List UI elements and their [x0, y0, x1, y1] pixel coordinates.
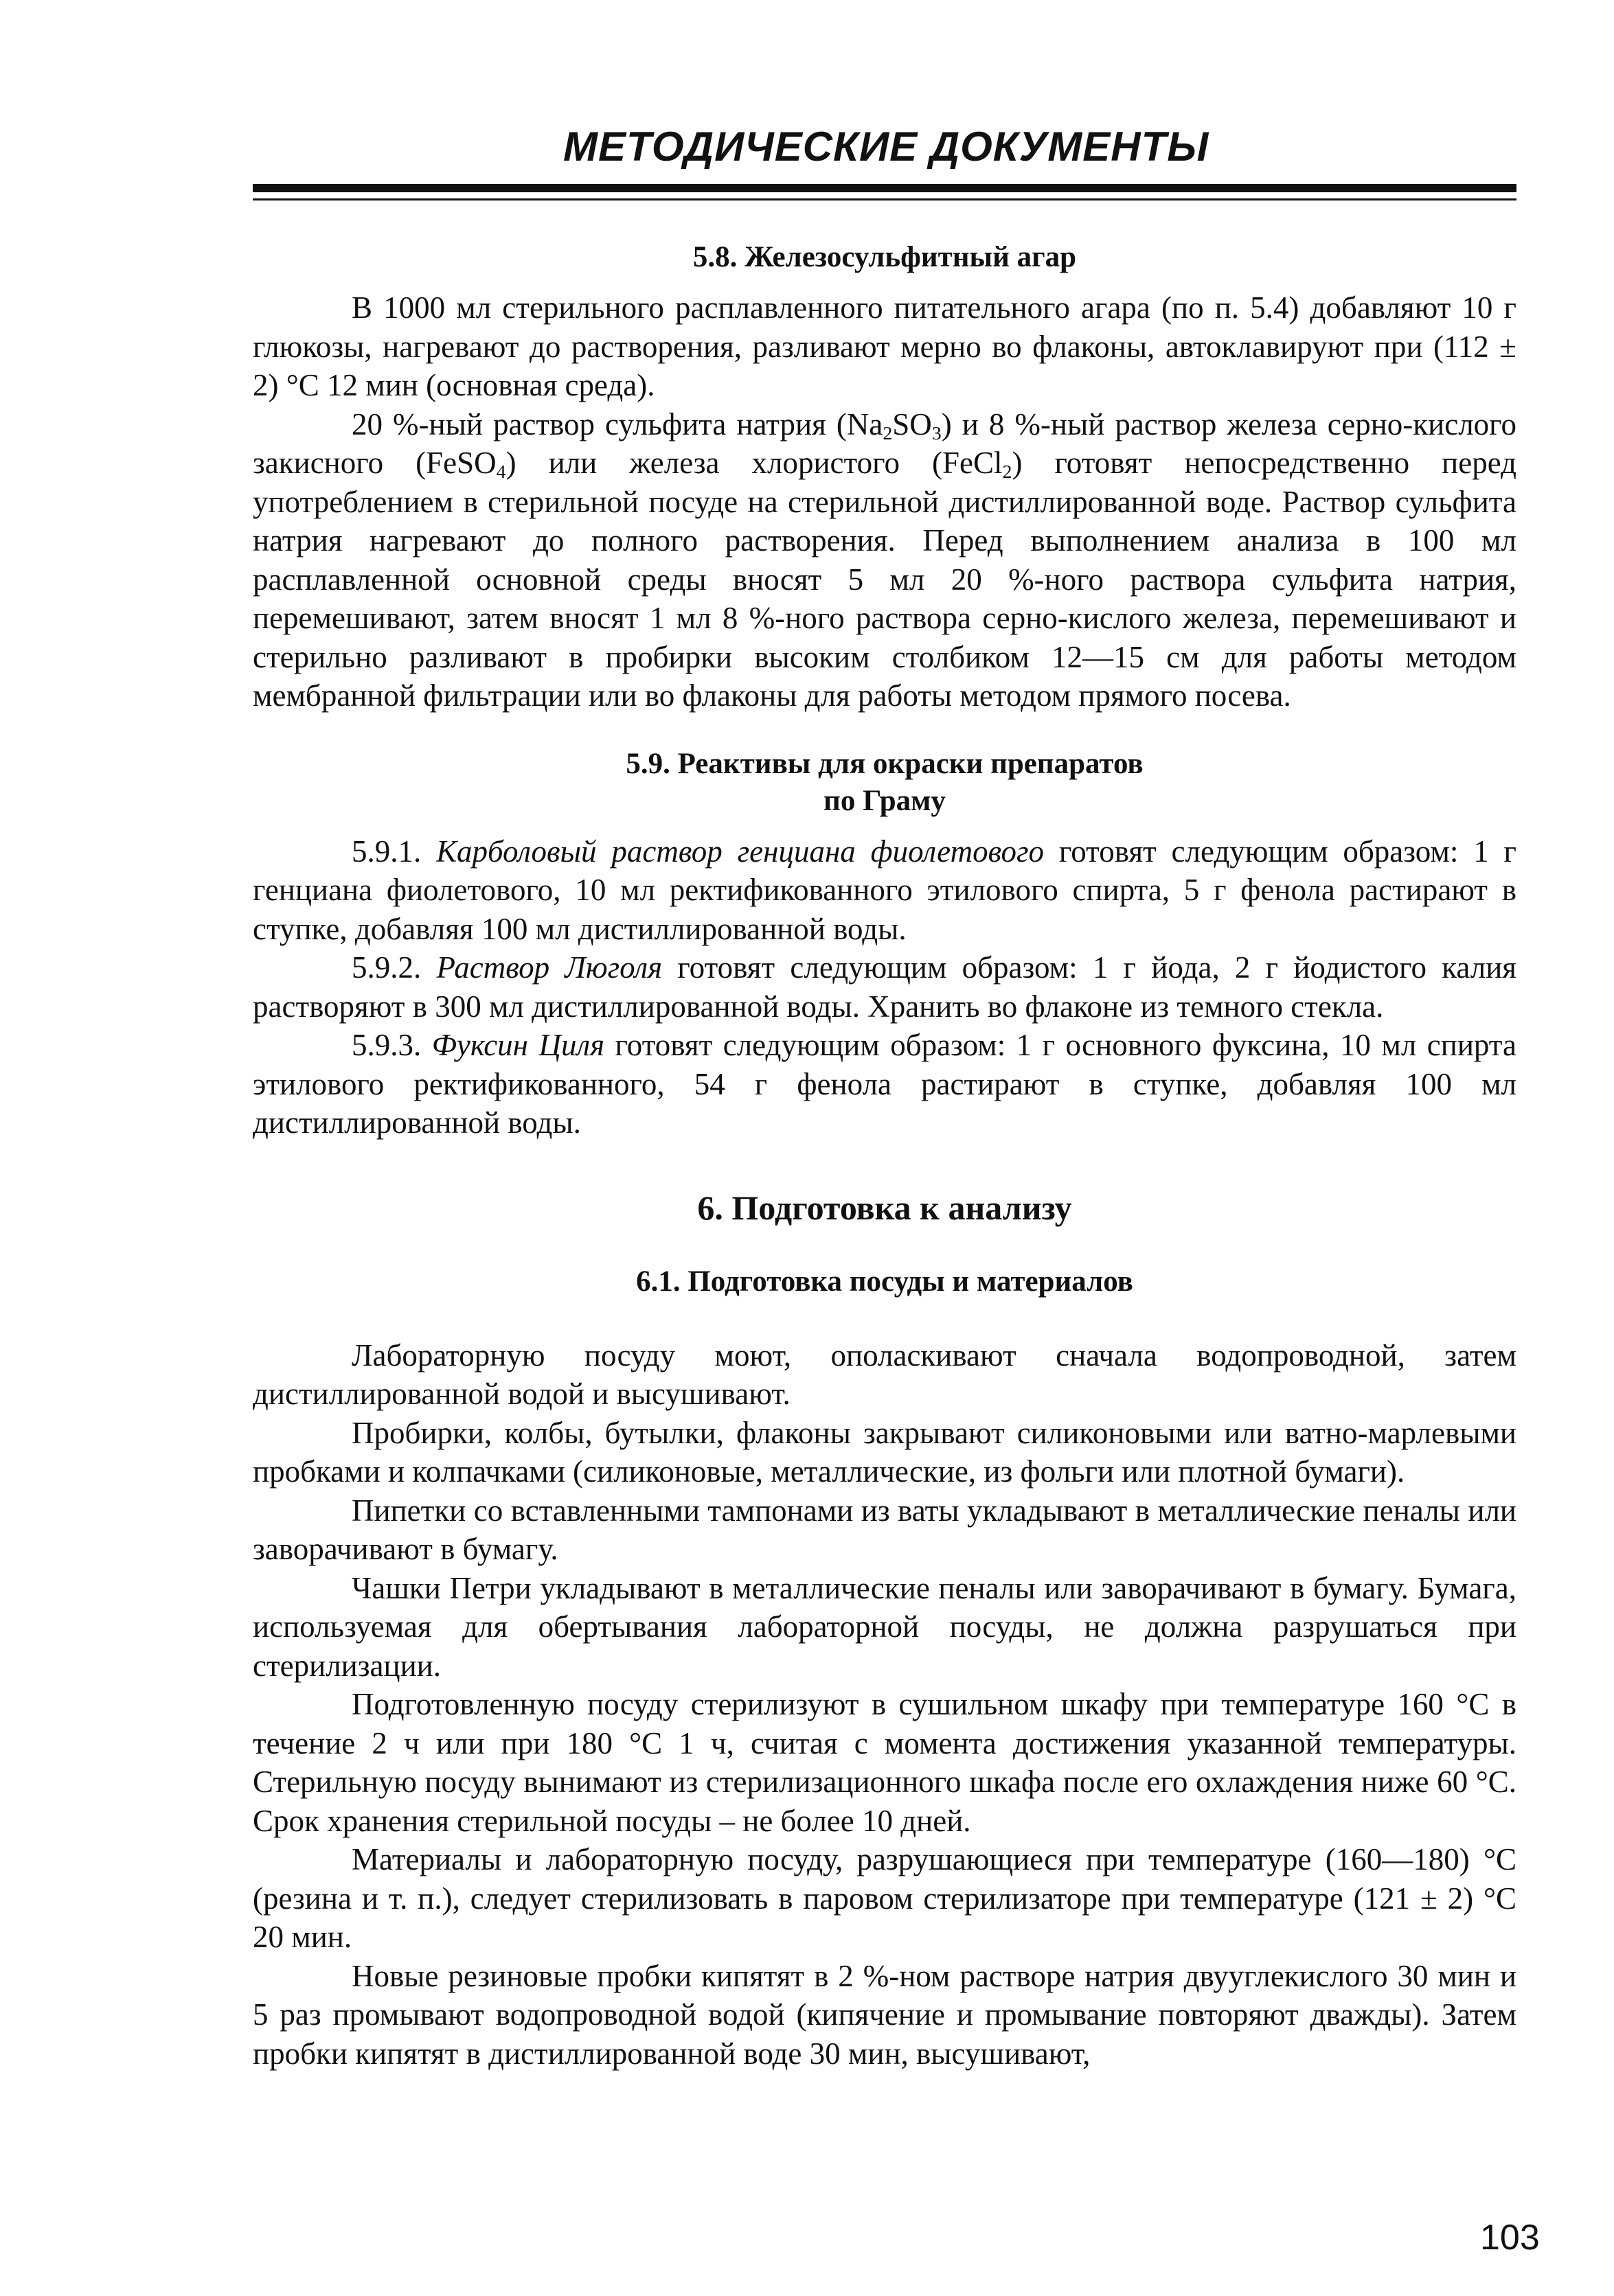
header-rule-thin: [253, 198, 1516, 200]
section-6-1-paragraph: Лабораторную посуду моют, ополаскивают сначала водопроводной, затем дистиллированной водой и высушивают.: [253, 1338, 1516, 1411]
section-6-1-paragraph: Чашки Петри укладывают в металлические пеналы или заворачивают в бумагу. Бумага, используемая для обертывания лабораторной посуды, не должна разрушаться при стерилизации.: [253, 1570, 1516, 1683]
section-6-1-body: [253, 1336, 1516, 2074]
section-5-9-heading-line-2: по Граму: [823, 784, 946, 817]
section-6-1-paragraph: Пипетки со вставленными тампонами из ваты укладывают в металлические пеналы или заворачивают в бумагу.: [253, 1493, 1516, 1566]
reagent-name-ziehl-fuchsin: Фуксин Циля: [431, 1028, 604, 1062]
section-5-9-3-paragraph: 5.9.3. Фуксин Циля готовят следующим образом: 1 г основного фуксина, 10 мл спирта этилового ректификованного, 54 г фенола растирают в ступке, добавляя 100 мл дистиллированной воды.: [253, 1028, 1516, 1140]
section-6-1-paragraph: Новые резиновые пробки кипятят в 2 %-ном растворе натрия двууглекислого 30 мин и 5 раз промывают водопроводной водой (кипячение и промывание повторяют дважды). Затем пробки кипятят в дистиллированной воде 30 мин, высушивают,: [253, 1958, 1516, 2071]
section-5-9-1-paragraph: 5.9.1. Карболовый раствор генциана фиолетового готовят следующим образом: 1 г генциана фиолетового, 10 мл ректификованного этилового спирта, 5 г фенола растирают в ступке, добавляя 100 мл дистиллированной воды.: [253, 834, 1517, 946]
section-6-heading: 6. Подготовка к анализу: [697, 1188, 1072, 1227]
section-6-1-heading: 6.1. Подготовка посуды и материалов: [636, 1265, 1133, 1298]
section-5-8-paragraph-1: В 1000 мл стерильного расплавленного питательного агара (по п. 5.4) добавляют 10 г глюкозы, нагревают до растворения, разливают мерно во флаконы, автоклавируют при (112 ± 2) °С 12 мин (основная среда).: [253, 290, 1516, 402]
section-5-9-heading: [253, 746, 1516, 820]
section-6-1-paragraph: Материалы и лабораторную посуду, разрушающиеся при температуре (160—180) °С (резина и т. п.), следует стерилизовать в паровом стерилизаторе при температуре (121 ± 2) °С 20 мин.: [253, 1842, 1516, 1954]
page-body: [253, 233, 1516, 2073]
section-5-9-2-paragraph: 5.9.2. Раствор Люголя готовят следующим образом: 1 г йода, 2 г йодистого калия растворяют в 300 мл дистиллированной воды. Хранить во флаконе из темного стекла.: [253, 950, 1517, 1024]
reagent-name-carbol-gentian: Карболовый раствор генциана фиолетового: [436, 834, 1045, 869]
section-5-8-heading: 5.8. Железосульфитный агар: [692, 241, 1077, 273]
running-header-title: МЕТОДИЧЕСКИЕ ДОКУМЕНТЫ: [563, 124, 1209, 170]
header-rule-thick: [253, 184, 1516, 192]
page-number: 103: [1480, 2218, 1540, 2258]
section-6-1-paragraph: Пробирки, колбы, бутылки, флаконы закрывают силиконовыми или ватно-марлевыми пробками и колпачками (силиконовые, металлические, из фольги или плотной бумаги).: [253, 1415, 1516, 1489]
section-5-8-paragraph-2: 20 %-ный раствор сульфита натрия $(Na_2SO_3)$ и 8 %-ный раствор железа серно-кислого закисного (FeSO$_4$) или железа хлористого (FeCl$_2$) готовят непосредственно перед употреблением в стерильной посуде на стерильной дистиллированной воде. Раствор сульфита натрия нагревают до полного растворения. Перед выполнением анализа в 100 мл расплавленной основной среды вносят 5 мл 20 %-ного раствора сульфита натрия, перемешивают, затем вносят 1 мл 8 %-ного раствора серно-кислого железа, перемешивают и стерильно разливают в пробирки высоким столбиком 12—15 см для работы методом мембранной фильтрации или во флаконы для работы методом прямого посева.: [253, 406, 1516, 713]
reagent-name-lugol: Раствор Люголя: [436, 950, 663, 985]
section-6-1-paragraph: Подготовленную посуду стерилизуют в сушильном шкафу при температуре 160 °С в течение 2 ч или при 180 °С 1 ч, считая с момента достижения указанной температуры. Стерильную посуду вынимают из стерилизационного шкафа после его охлаждения ниже 60 °С. Срок хранения стерильной посуды – не более 10 дней.: [253, 1687, 1516, 1838]
section-5-9-heading-line-1: 5.9. Реактивы для окраски препаратов: [626, 747, 1144, 780]
